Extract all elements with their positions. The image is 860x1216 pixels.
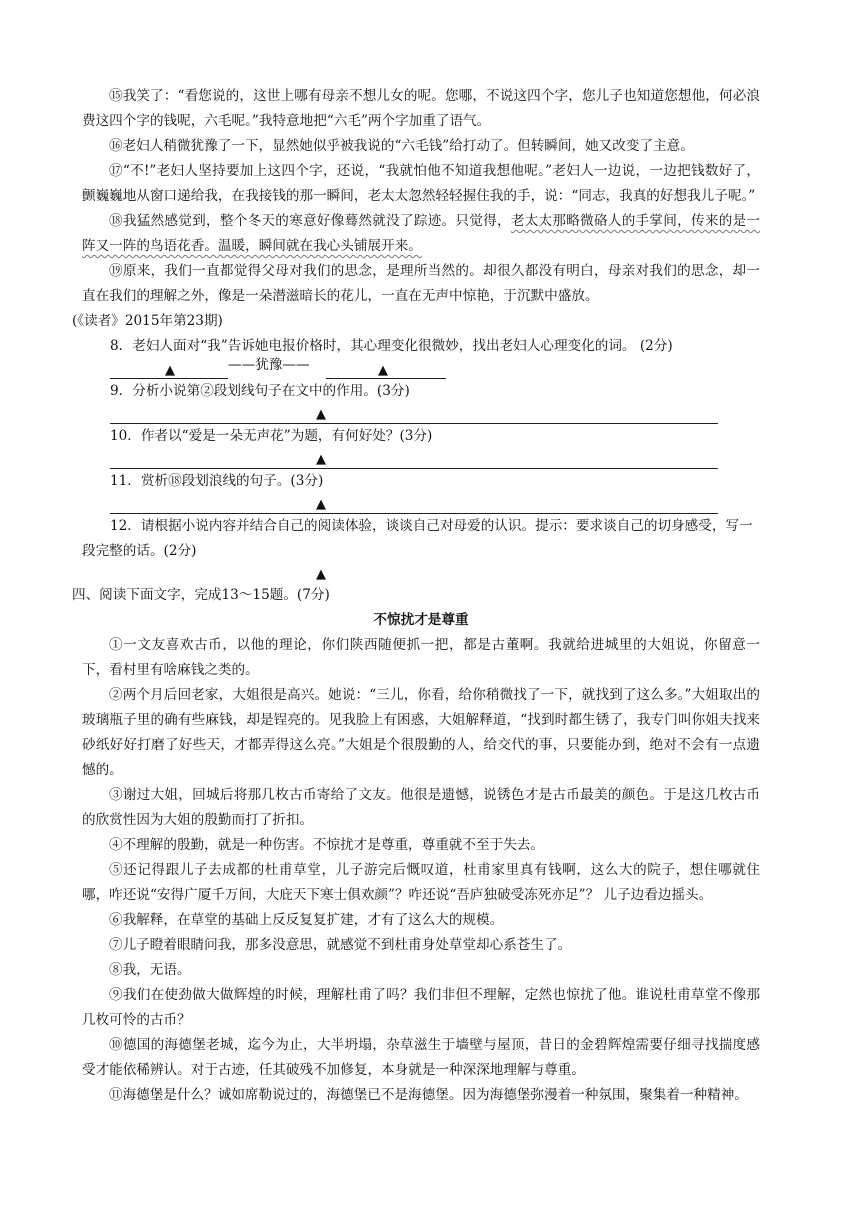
reading-passage [72, 84, 760, 1108]
answer-marker-icon: ▲ [316, 567, 326, 582]
paragraph-18 [82, 209, 760, 259]
question-12: 12．请根据小说内容并结合自己的阅读体验，谈谈自己对母爱的认识。提示：要求谈自己的切身感受，写一段完整的话。(2分) [82, 518, 753, 559]
answer-marker-icon: ▲ [316, 497, 326, 512]
paragraph-15: ⑮我笑了：“看您说的，这世上哪有母亲不想儿女的呢。您哪，不说这四个字，您儿子也知道您想他，何必浪费这四个字的钱呢，六毛呢。”我特意地把“六毛”两个字加重了语气。 [82, 88, 760, 129]
answer-line-12[interactable] [110, 564, 718, 583]
question-9: 9．分析小说第②段划线句子在文中的作用。(3分) [110, 383, 410, 399]
article-paragraph-4: ④不理解的殷勤，就是一种伤害。不惊扰才是尊重，尊重就不至于失去。 [109, 837, 544, 853]
question-11: 11．赏析⑱段划浪线的句子。(3分) [110, 473, 324, 489]
question-8: 8．老妇人面对“我”告诉她电报价格时，其心理变化很微妙，找出老妇人心理变化的词。 (2分) [110, 338, 673, 354]
wavy-underlined-sentence: 老太太那略微硌人的手掌间，传来的是一阵又一阵的鸟语花香。温暖，瞬间就在我心头铺展开来。 [82, 213, 760, 254]
article-paragraph-2: ②两个月后回老家，大姐很是高兴。她说：“三儿，你看，给你稍微找了一下，就找到了这么多。”大姐取出的玻璃瓶子里的确有些麻钱，却是锃亮的。见我脸上有困惑，大姐解释道，“找到时都生锈了，我专门叫你姐夫找来砂纸好好打磨了好些天，才都弄得这么亮。”大姐是个很殷勤的人，给交代的事，只要能办到，绝对不会有一点遗憾的。 [82, 687, 760, 778]
article-paragraph-8: ⑧我，无语。 [109, 962, 191, 978]
article-paragraph-10: ⑩德国的海德堡老城，迄今为止，大半坍塌，杂草滋生于墙壁与屋顶，昔日的金碧辉煌需要仔细寻找揣度感受才能依稀辨认。对于古迹，任其破残不加修复，本身就是一种深深地理解与尊重。 [82, 1037, 760, 1078]
answer-8-given-word: ——犹豫—— [228, 357, 310, 373]
article-paragraph-5: ⑤还记得跟儿子去成都的杜甫草堂，儿子游完后慨叹道，杜甫家里真有钱啊，这么大的院子，想住哪就住哪，咋还说“安得广厦千万间，大庇天下寒士俱欢颜”？咋还说“吾庐独破受冻死亦足”？ 儿子边看边摇头。 [82, 862, 760, 903]
article-paragraph-1: ①一文友喜欢古币，以他的理论，你们陕西随便抓一把，都是古董啊。我就给进城里的大姐说，你留意一下，看村里有啥麻钱之类的。 [82, 637, 760, 678]
article-paragraph-9: ⑨我们在使劲做大做辉煌的时候，理解杜甫了吗？我们非但不理解，定然也惊扰了他。谁说杜甫草堂不像那几枚可怜的古币？ [82, 987, 760, 1028]
source-citation: (《读者》2015年第23期) [72, 313, 223, 329]
answer-line-11[interactable] [110, 494, 718, 514]
paragraph-17: ⑰“不!”老妇人坚持要加上这四个字，还说，“我就怕他不知道我想他呢。”老妇人一边说，一边把钱数好了，颤巍巍地从窗口递给我，在我接钱的那一瞬间，老太太忽然轻轻握住我的手，说：“同志，我真的好想我儿子呢。” [82, 163, 760, 204]
article-paragraph-7: ⑦儿子瞪着眼睛问我，那多没意思，就感觉不到杜甫身处草堂却心系苍生了。 [109, 937, 572, 953]
section-4-heading: 四、阅读下面文字，完成13～15题。(7分) [72, 587, 330, 603]
answer-line-8[interactable] [110, 359, 446, 379]
paragraph-19: ⑲原来，我们一直都觉得父母对我们的思念，是理所当然的。却很久都没有明白，母亲对我们的思念，却一直在我们的理解之外，像是一朵潜滋暗长的花儿，一直在无声中惊艳，于沉默中盛放。 [82, 263, 760, 304]
article-title: 不惊扰才是尊重 [373, 612, 469, 628]
article-paragraph-11: ⑪海德堡是什么？诚如席勒说过的，海德堡已不是海德堡。因为海德堡弥漫着一种氛围，聚集着一种精神。 [109, 1087, 748, 1103]
paragraph-16: ⑯老妇人稍微犹豫了一下，显然她似乎被我说的“六毛钱”给打动了。但转瞬间，她又改变了主意。 [109, 138, 694, 154]
answer-marker-icon: ▲ [316, 452, 326, 467]
answer-marker-icon: ▲ [378, 363, 388, 378]
answer-marker-icon: ▲ [165, 363, 175, 378]
answer-line-10[interactable] [110, 449, 718, 469]
answer-marker-icon: ▲ [316, 407, 326, 422]
answer-line-9[interactable] [110, 404, 718, 424]
question-10: 10．作者以“爱是一朵无声花”为题，有何好处？(3分) [110, 428, 433, 444]
article-paragraph-6: ⑥我解释，在草堂的基础上反反复复扩建，才有了这么大的规模。 [109, 912, 504, 928]
paragraph-18-text: ⑱我猛然感觉到，整个冬天的寒意好像蓦然就没了踪迹。只觉得， [109, 213, 511, 229]
article-paragraph-3: ③谢过大姐，回城后将那几枚古币寄给了文友。他很是遗憾，说锈色才是古币最美的颜色。于是这几枚古币的欣赏性因为大姐的殷勤而打了折扣。 [82, 787, 760, 828]
